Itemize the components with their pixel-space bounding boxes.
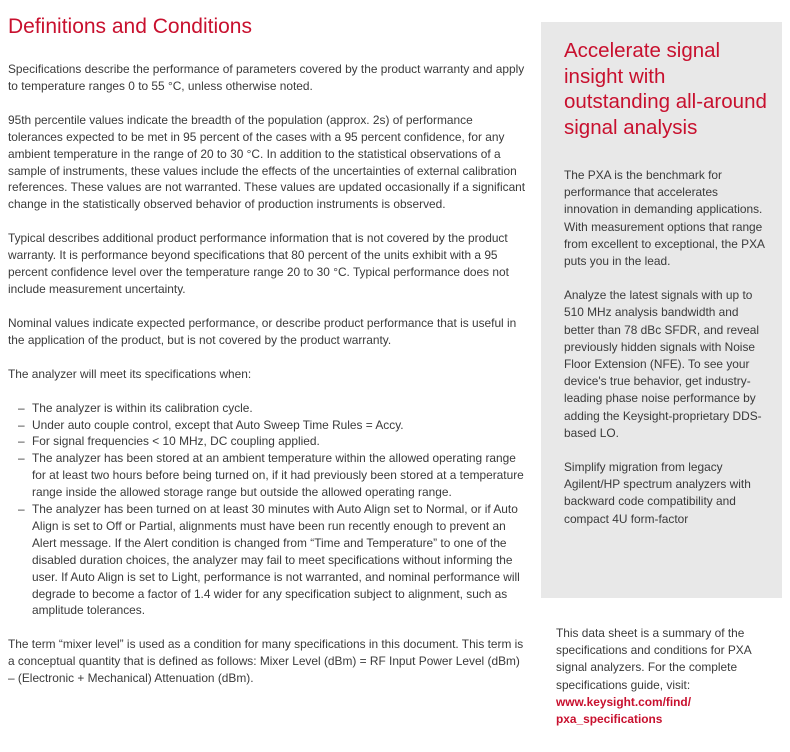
paragraph-mixer-level: The term “mixer level” is used as a condition for many specifications in this document. This term is a conceptual quantity that is defined as follows: Mixer Level (dBm) = RF Input Power Level (dBm) – (Electronic + Mechanical) Attenuation (dBm). (8, 637, 524, 686)
paragraph-nominal: Nominal values indicate expected performance, or describe product performance that is useful in the application of the product, but is not covered by the product warranty. (8, 315, 517, 347)
sidebar-heading: Accelerate signal insight with outstanding all-around signal analysis (564, 39, 767, 139)
condition-item: – The analyzer has been stored at an ambient temperature within the allowed operating range for at least two hours before being turned on, if it had previously been stored at a temperature range inside the allowed storage range but outside the allowed operating range. (32, 450, 526, 501)
paragraph-typical: Typical describes additional product performance information that is not covered by the product warranty. It is performance beyond specifications that 80 percent of the units exhibit with a 95 percent confidence level over the temperature range 20 to 30 °C. Typical performance does not include measurement uncertainty. (8, 231, 509, 296)
sidebar-note (556, 625, 782, 728)
sidebar-note-text: This data sheet is a summary of the specifications and conditions for PXA signal analyzers. For the complete specifications guide, visit: (556, 626, 751, 692)
condition-item: – The analyzer has been turned on at least 30 minutes with Auto Align set to Normal, or if Auto Align is set to Off or Partial, alignments must have been run recently enough to prevent an Alert message. If the Alert condition is changed from “Time and Temperature” to one of the disabled duration choices, the analyzer may fail to meet specifications without informing the user. If Auto Align is set to Light, performance is not warranted, and nominal performance will degrade to become a factor of 1.4 wider for any specification subject to alignment, such as amplitude tolerances. (32, 501, 526, 619)
paragraph-specifications: Specifications describe the performance of parameters covered by the product warranty and apply to temperature ranges 0 to 55 °C, unless otherwise noted. (8, 62, 525, 93)
condition-item: – The analyzer is within its calibration cycle. (32, 400, 526, 417)
conditions-list (8, 400, 526, 620)
sidebar-paragraph: Simplify migration from legacy Agilent/HP spectrum analyzers with backward code compatibility and compact 4U form-factor (564, 460, 751, 526)
sidebar-paragraph: Analyze the latest signals with up to 510 MHz analysis bandwidth and better than 78 dBc SFDR, and reveal previously hidden signals with Noise Floor Extension (NFE). To see your device's true behavior, get industry-leading phase noise performance by adding the Keysight-proprietary DDS-based LO. (564, 288, 762, 440)
page-title: Definitions and Conditions (8, 15, 252, 38)
main-content (8, 12, 526, 704)
specifications-link[interactable]: www.keysight.com/find/ pxa_specifications (556, 694, 692, 727)
sidebar-panel (541, 22, 782, 598)
sidebar-paragraph: The PXA is the benchmark for performance that accelerates innovation in demanding applications. With measurement options that range from excellent to exceptional, the PXA puts you in the lead. (564, 168, 765, 269)
condition-item: – For signal frequencies < 10 MHz, DC coupling applied. (32, 433, 526, 450)
paragraph-95th-percentile: 95th percentile values indicate the breadth of the population (approx. 2s) of performance tolerances expected to be met in 95 percent of the cases with a 95 percent confidence, for any ambient temperature in the range of 20 to 30 °C. In addition to the statistical observations of a sample of instruments, these values include the effects of the uncertainties of external calibration references. These values are not warranted. These values are updated occasionally if a significant change in the statistically observed behavior of production instruments is observed. (8, 112, 526, 212)
condition-item: – Under auto couple control, except that Auto Sweep Time Rules = Accy. (32, 417, 526, 434)
paragraph-conditions-intro: The analyzer will meet its specifications when: (8, 366, 252, 381)
